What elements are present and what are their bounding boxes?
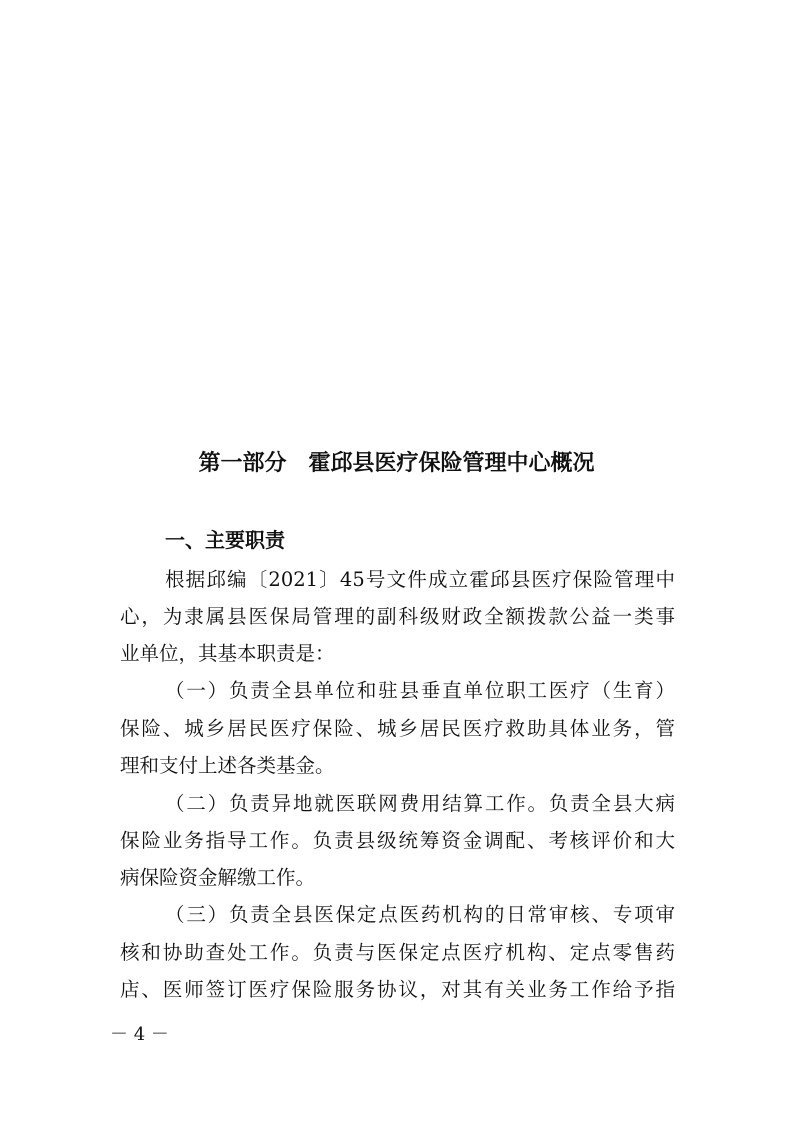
section-heading: 一、主要职责 bbox=[165, 528, 285, 552]
body-line: 理和支付上述各类基金。 bbox=[120, 754, 335, 777]
body-line: （二）负责异地就医联网费用结算工作。负责全县大病 bbox=[165, 792, 675, 815]
body-line: 病保险资金解缴工作。 bbox=[120, 866, 316, 889]
body-line: （三）负责全县医保定点医药机构的日常审核、专项审 bbox=[165, 903, 675, 926]
body-line: 保险、城乡居民医疗保险、城乡居民医疗救助具体业务，管 bbox=[120, 717, 675, 740]
body-line: 心，为隶属县医保局管理的副科级财政全额拨款公益一类事 bbox=[120, 605, 675, 628]
body-line: 核和协助查处工作。负责与医保定点医疗机构、定点零售药 bbox=[120, 941, 675, 964]
body-line: 根据邱编〔2021〕45号文件成立霍邱县医疗保险管理中 bbox=[165, 568, 675, 591]
body-line: （一）负责全县单位和驻县垂直单位职工医疗（生育） bbox=[165, 679, 675, 702]
body-line: 业单位，其基本职责是： bbox=[120, 642, 335, 665]
document-title: 第一部分 霍邱县医疗保险管理中心概况 bbox=[198, 451, 595, 476]
page-number: － 4 － bbox=[110, 1024, 169, 1045]
body-line: 店、医师签订医疗保险服务协议，对其有关业务工作给予指 bbox=[120, 978, 675, 1001]
body-line: 保险业务指导工作。负责县级统筹资金调配、考核评价和大 bbox=[120, 829, 675, 852]
